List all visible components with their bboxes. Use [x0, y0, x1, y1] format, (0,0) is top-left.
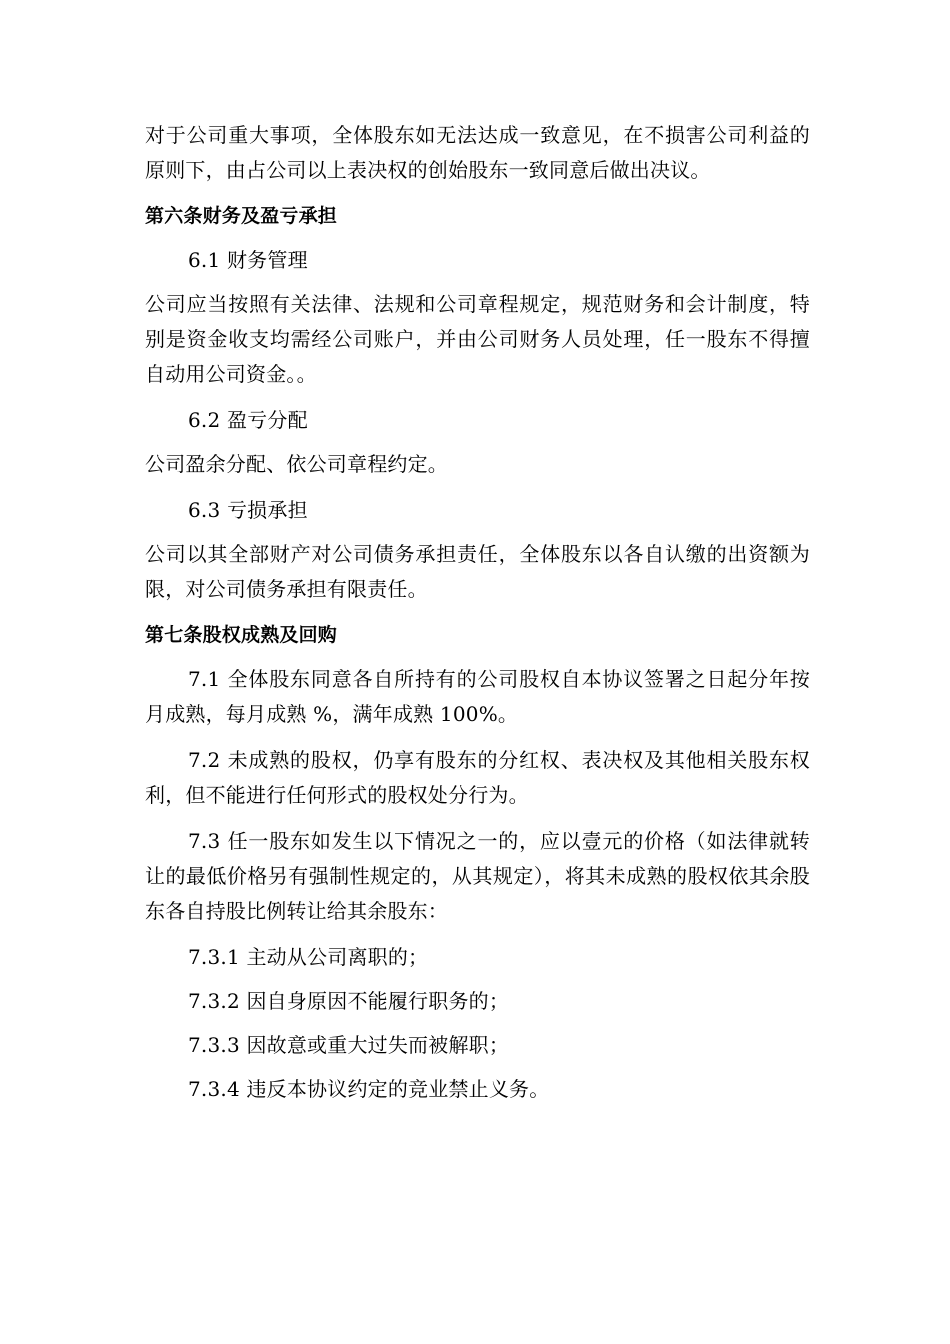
- clause-7-2: 7.2 未成熟的股权，仍享有股东的分红权、表决权及其他相关股东权利，但不能进行任何形式的股权处分行为。: [145, 748, 810, 807]
- clause-7-3: 7.3 任一股东如发生以下情况之一的，应以壹元的价格（如法律就转让的最低价格另有强制性规定的，从其规定），将其未成熟的股权依其余股东各自持股比例转让给其余股东：: [145, 829, 810, 923]
- clause-7-3-4: 7.3.4 违反本协议约定的竞业禁止义务。: [188, 1077, 550, 1101]
- paragraph-profit-distribution: 公司盈余分配、依公司章程约定。: [145, 452, 448, 476]
- section-heading-article-7: 第七条股权成熟及回购: [145, 624, 338, 646]
- subheading-6-1: 6.1 财务管理: [188, 248, 308, 272]
- clause-7-1: 7.1 全体股东同意各自所持有的公司股权自本协议签署之日起分年按月成熟，每月成熟 %，满年成熟 100%。: [145, 667, 810, 726]
- paragraph-major-matters: 对于公司重大事项，全体股东如无法达成一致意见，在不损害公司利益的原则下，由占公司以上表决权的创始股东一致同意后做出决议。: [145, 123, 810, 182]
- paragraph-financial-management: 公司应当按照有关法律、法规和公司章程规定，规范财务和会计制度，特别是资金收支均需经公司账户，并由公司财务人员处理，任一股东不得擅自动用公司资金。。: [145, 292, 810, 386]
- document-body: [145, 118, 810, 1116]
- subheading-6-2: 6.2 盈亏分配: [188, 408, 308, 432]
- section-heading-article-6: 第六条财务及盈亏承担: [145, 205, 338, 227]
- clause-7-3-3: 7.3.3 因故意或重大过失而被解职；: [188, 1033, 510, 1057]
- paragraph-loss-bearing: 公司以其全部财产对公司债务承担责任，全体股东以各自认缴的出资额为限，对公司债务承担有限责任。: [145, 542, 810, 601]
- subheading-6-3: 6.3 亏损承担: [188, 498, 308, 522]
- clause-7-3-1: 7.3.1 主动从公司离职的；: [188, 945, 429, 969]
- clause-7-3-2: 7.3.2 因自身原因不能履行职务的；: [188, 989, 510, 1013]
